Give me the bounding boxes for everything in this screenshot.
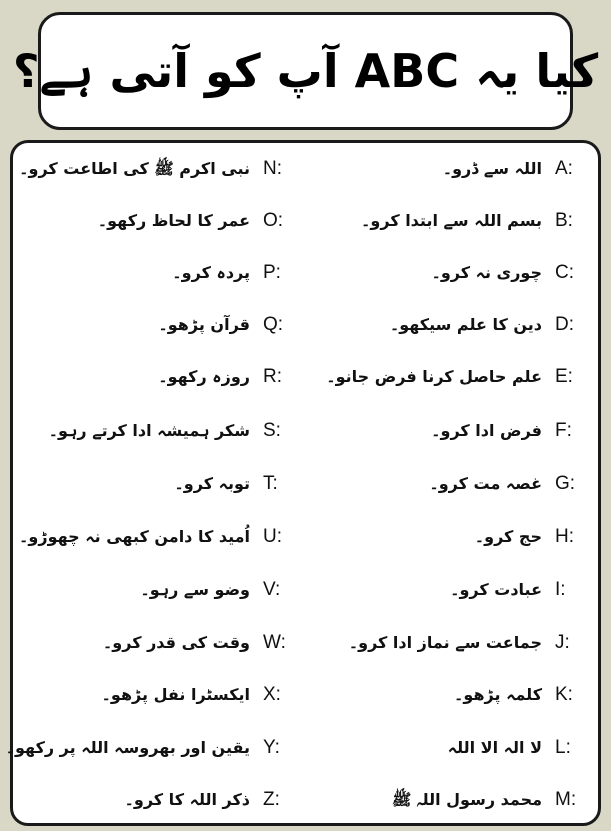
phrase-text: کلمہ پڑھو۔: [454, 685, 542, 704]
list-row: [13, 464, 598, 504]
list-row: [13, 411, 598, 451]
phrase-text: عمر کا لحاظ رکھو۔: [97, 211, 250, 230]
letter-label: B:: [555, 210, 573, 231]
phrase-text: ذکر اللہ کا کرو۔: [124, 790, 250, 809]
letter-label: O:: [263, 210, 284, 231]
phrase-text: یقین اور بھروسہ اللہ پر رکھو۔: [5, 738, 250, 757]
phrase-text: اللہ سے ڈرو۔: [442, 159, 542, 178]
phrase-text: لا الہ الا اللہ: [447, 738, 542, 757]
phrase-text: وقت کی قدر کرو۔: [102, 633, 250, 652]
letter-label: K:: [555, 684, 573, 705]
phrase-text: توبہ کرو۔: [174, 474, 250, 493]
letter-label: R:: [263, 366, 282, 387]
letter-label: F:: [555, 420, 572, 441]
list-row: [13, 253, 598, 293]
phrase-text: علم حاصل کرنا فرض جانو۔: [326, 367, 542, 386]
list-row: [5, 728, 598, 768]
phrase-text: فرض ادا کرو۔: [431, 421, 542, 440]
phrase-text: ایکسٹرا نفل پڑھو۔: [101, 685, 250, 704]
letter-label: M:: [555, 789, 577, 810]
letter-label: Q:: [263, 314, 284, 335]
phrase-text: قرآن پڑھو۔: [158, 315, 250, 334]
page-title: کیا یہ ABC آپ کو آتی ہے؟: [12, 44, 599, 98]
letter-label: T:: [263, 473, 278, 494]
letter-label: X:: [263, 684, 281, 705]
letter-label: S:: [263, 420, 281, 441]
phrase-text: وضو سے رہو۔: [140, 580, 250, 599]
letter-label: G:: [555, 473, 576, 494]
phrase-text: نبی اکرم ﷺ کی اطاعت کرو۔: [19, 159, 250, 178]
phrase-text: جماعت سے نماز ادا کرو۔: [348, 633, 542, 652]
list-row: [13, 305, 598, 345]
list-row: [13, 675, 598, 715]
list-row: [13, 780, 598, 820]
letter-label: Y:: [263, 737, 280, 758]
letter-label: U:: [263, 526, 282, 547]
phrase-text: شکر ہمیشہ ادا کرتے رہو۔: [48, 421, 250, 440]
phrase-text: روزہ رکھو۔: [158, 367, 250, 386]
title-box: [12, 12, 599, 130]
letter-label: C:: [555, 262, 574, 283]
phrase-text: غصہ مت کرو۔: [429, 474, 542, 493]
letter-label: P:: [263, 262, 281, 283]
list-row: [13, 201, 598, 241]
letter-label: J:: [555, 632, 570, 653]
phrase-text: دین کا علم سیکھو۔: [389, 315, 542, 334]
letter-label: H:: [555, 526, 574, 547]
letter-label: N:: [263, 158, 282, 179]
letter-label: D:: [555, 314, 574, 335]
phrase-text: چوری نہ کرو۔: [431, 263, 542, 282]
letter-label: W:: [263, 632, 286, 653]
phrase-text: محمد رسول اللہ ﷺ: [391, 790, 542, 809]
letter-label: A:: [555, 158, 573, 179]
list-row: [13, 623, 598, 663]
phrase-text: پردہ کرو۔: [172, 263, 250, 282]
phrase-text: اُمید کا دامن کبھی نہ چھوڑو۔: [19, 527, 250, 546]
letter-label: I:: [555, 579, 566, 600]
list-row: [13, 149, 598, 189]
letter-label: Z:: [263, 789, 280, 810]
letter-label: L:: [555, 737, 571, 758]
phrase-text: حج کرو۔: [474, 527, 542, 546]
letter-label: E:: [555, 366, 573, 387]
list-row: [13, 517, 598, 557]
phrase-text: بسم اللہ سے ابتدا کرو۔: [361, 211, 542, 230]
phrase-text: عبادت کرو۔: [450, 580, 542, 599]
abc-list: [5, 140, 601, 826]
letter-label: V:: [263, 579, 281, 600]
list-row: [13, 570, 598, 610]
list-row: [13, 357, 598, 397]
